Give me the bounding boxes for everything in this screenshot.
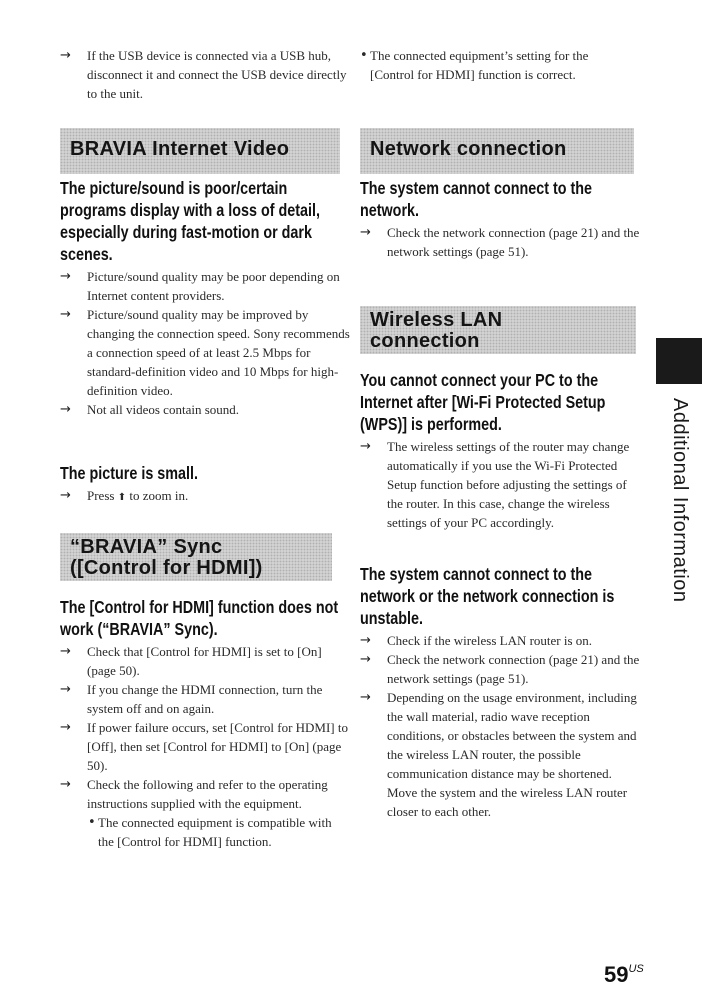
list-item: → Check the network connection (page 21) and the network settings (page 51). xyxy=(360,652,640,686)
question-control-for-hdmi xyxy=(60,596,350,851)
arrow-icon: → xyxy=(60,488,71,503)
list-item: → Check that [Control for HDMI] is set to [On] (page 50). xyxy=(60,644,322,678)
page-number-suffix: US xyxy=(628,963,644,975)
arrow-icon: → xyxy=(60,269,71,284)
question-picture-sound-poor xyxy=(60,177,350,419)
list-item: → Picture/sound quality may be improved by changing the connection speed. Sony recommends a connection speed of at least 2.5 Mbps for standard-definition video and 10 Mbps for high-definition video. xyxy=(60,307,350,398)
list-item: → Check the network connection (page 21) and the network settings (page 51). xyxy=(360,225,640,259)
list-item: → Press ⬆ to zoom in. xyxy=(60,488,189,503)
list-item: → Picture/sound quality may be poor depending on Internet content providers. xyxy=(60,269,340,303)
list-item: → Depending on the usage environment, including the wall material, radio wave reception conditions, or obstacles between the system and the wireless LAN router, the possible communication distance may be shortened. Move the system and the wireless LAN router closer to each other. xyxy=(360,690,637,819)
section-header-title: Network connection xyxy=(370,138,567,160)
list-item: → If you change the HDMI connection, turn the system off and on again. xyxy=(60,682,323,716)
arrow-icon: → xyxy=(60,777,71,792)
section-header-title-line1: Wireless LAN xyxy=(370,309,503,331)
section-header-bravia-internet-video xyxy=(60,128,340,174)
section-tab-marker xyxy=(656,338,702,384)
list-item: → Check if the wireless LAN router is on. xyxy=(360,633,593,648)
question-cannot-connect-network xyxy=(360,177,642,261)
question-title: You cannot connect your PC to the Internet after [Wi-Fi Protected Setup (WPS)] is performed. xyxy=(360,370,606,434)
up-arrow-button-icon: ⬆ xyxy=(117,492,127,503)
list-item: → The wireless settings of the router may change automatically if you use the Wi-Fi Protected Setup function before adjusting the settings of the router. In this case, change the wireless settings of your PC accordingly. xyxy=(360,439,630,530)
bullet-icon: • xyxy=(360,48,368,63)
question-wps xyxy=(360,369,642,532)
question-title: The system cannot connect to the network or the network connection is unstable. xyxy=(360,564,615,628)
question-title: The [Control for HDMI] function does not work (“BRAVIA” Sync). xyxy=(60,597,339,639)
section-side-label: Additional Information xyxy=(669,398,691,603)
list-item: → Check the following and refer to the operating instructions supplied with the equipment. xyxy=(60,777,328,811)
arrow-icon: → xyxy=(360,225,371,240)
section-header-title-line1: “BRAVIA” Sync xyxy=(70,536,223,558)
question-picture-small xyxy=(60,462,350,507)
page-number-value: 59 xyxy=(604,962,629,987)
sub-list-item: • The connected equipment’s setting for the [Control for HDMI] function is correct. xyxy=(360,48,589,82)
arrow-icon: → xyxy=(60,644,71,659)
page-number xyxy=(604,962,644,988)
arrow-icon: → xyxy=(360,439,371,454)
arrow-icon: → xyxy=(360,690,371,705)
list-item: → Not all videos contain sound. xyxy=(60,402,240,417)
arrow-icon: → xyxy=(60,307,71,322)
section-header-title: BRAVIA Internet Video xyxy=(70,138,290,160)
arrow-icon: → xyxy=(60,48,71,63)
arrow-icon: → xyxy=(360,633,371,648)
question-title: The picture/sound is poor/certain programs display with a loss of detail, especially during fast-motion or dark scenes. xyxy=(60,178,320,264)
arrow-icon: → xyxy=(60,402,71,417)
section-header-title-line2: ([Control for HDMI]) xyxy=(70,557,263,579)
section-header-wireless-lan xyxy=(360,306,636,354)
section-header-title-line2: connection xyxy=(370,330,480,352)
arrow-icon: → xyxy=(60,682,71,697)
list-item: → If power failure occurs, set [Control for HDMI] to [Off], then set [Control for HDMI] to [On] (page 50). xyxy=(60,720,349,773)
question-title: The picture is small. xyxy=(60,463,198,483)
section-header-network-connection xyxy=(360,128,634,174)
arrow-icon: → xyxy=(360,652,371,667)
arrow-icon: → xyxy=(60,720,71,735)
question-unstable-connection xyxy=(360,563,642,821)
section-header-bravia-sync xyxy=(60,533,332,581)
question-title: The system cannot connect to the network. xyxy=(360,178,593,220)
usb-hub-note: → If the USB device is connected via a USB hub, disconnect it and connect the USB device directly to the unit. xyxy=(60,48,347,101)
bullet-icon: • xyxy=(88,815,96,830)
sub-list-item: • The connected equipment is compatible with the [Control for HDMI] function. xyxy=(88,815,332,849)
